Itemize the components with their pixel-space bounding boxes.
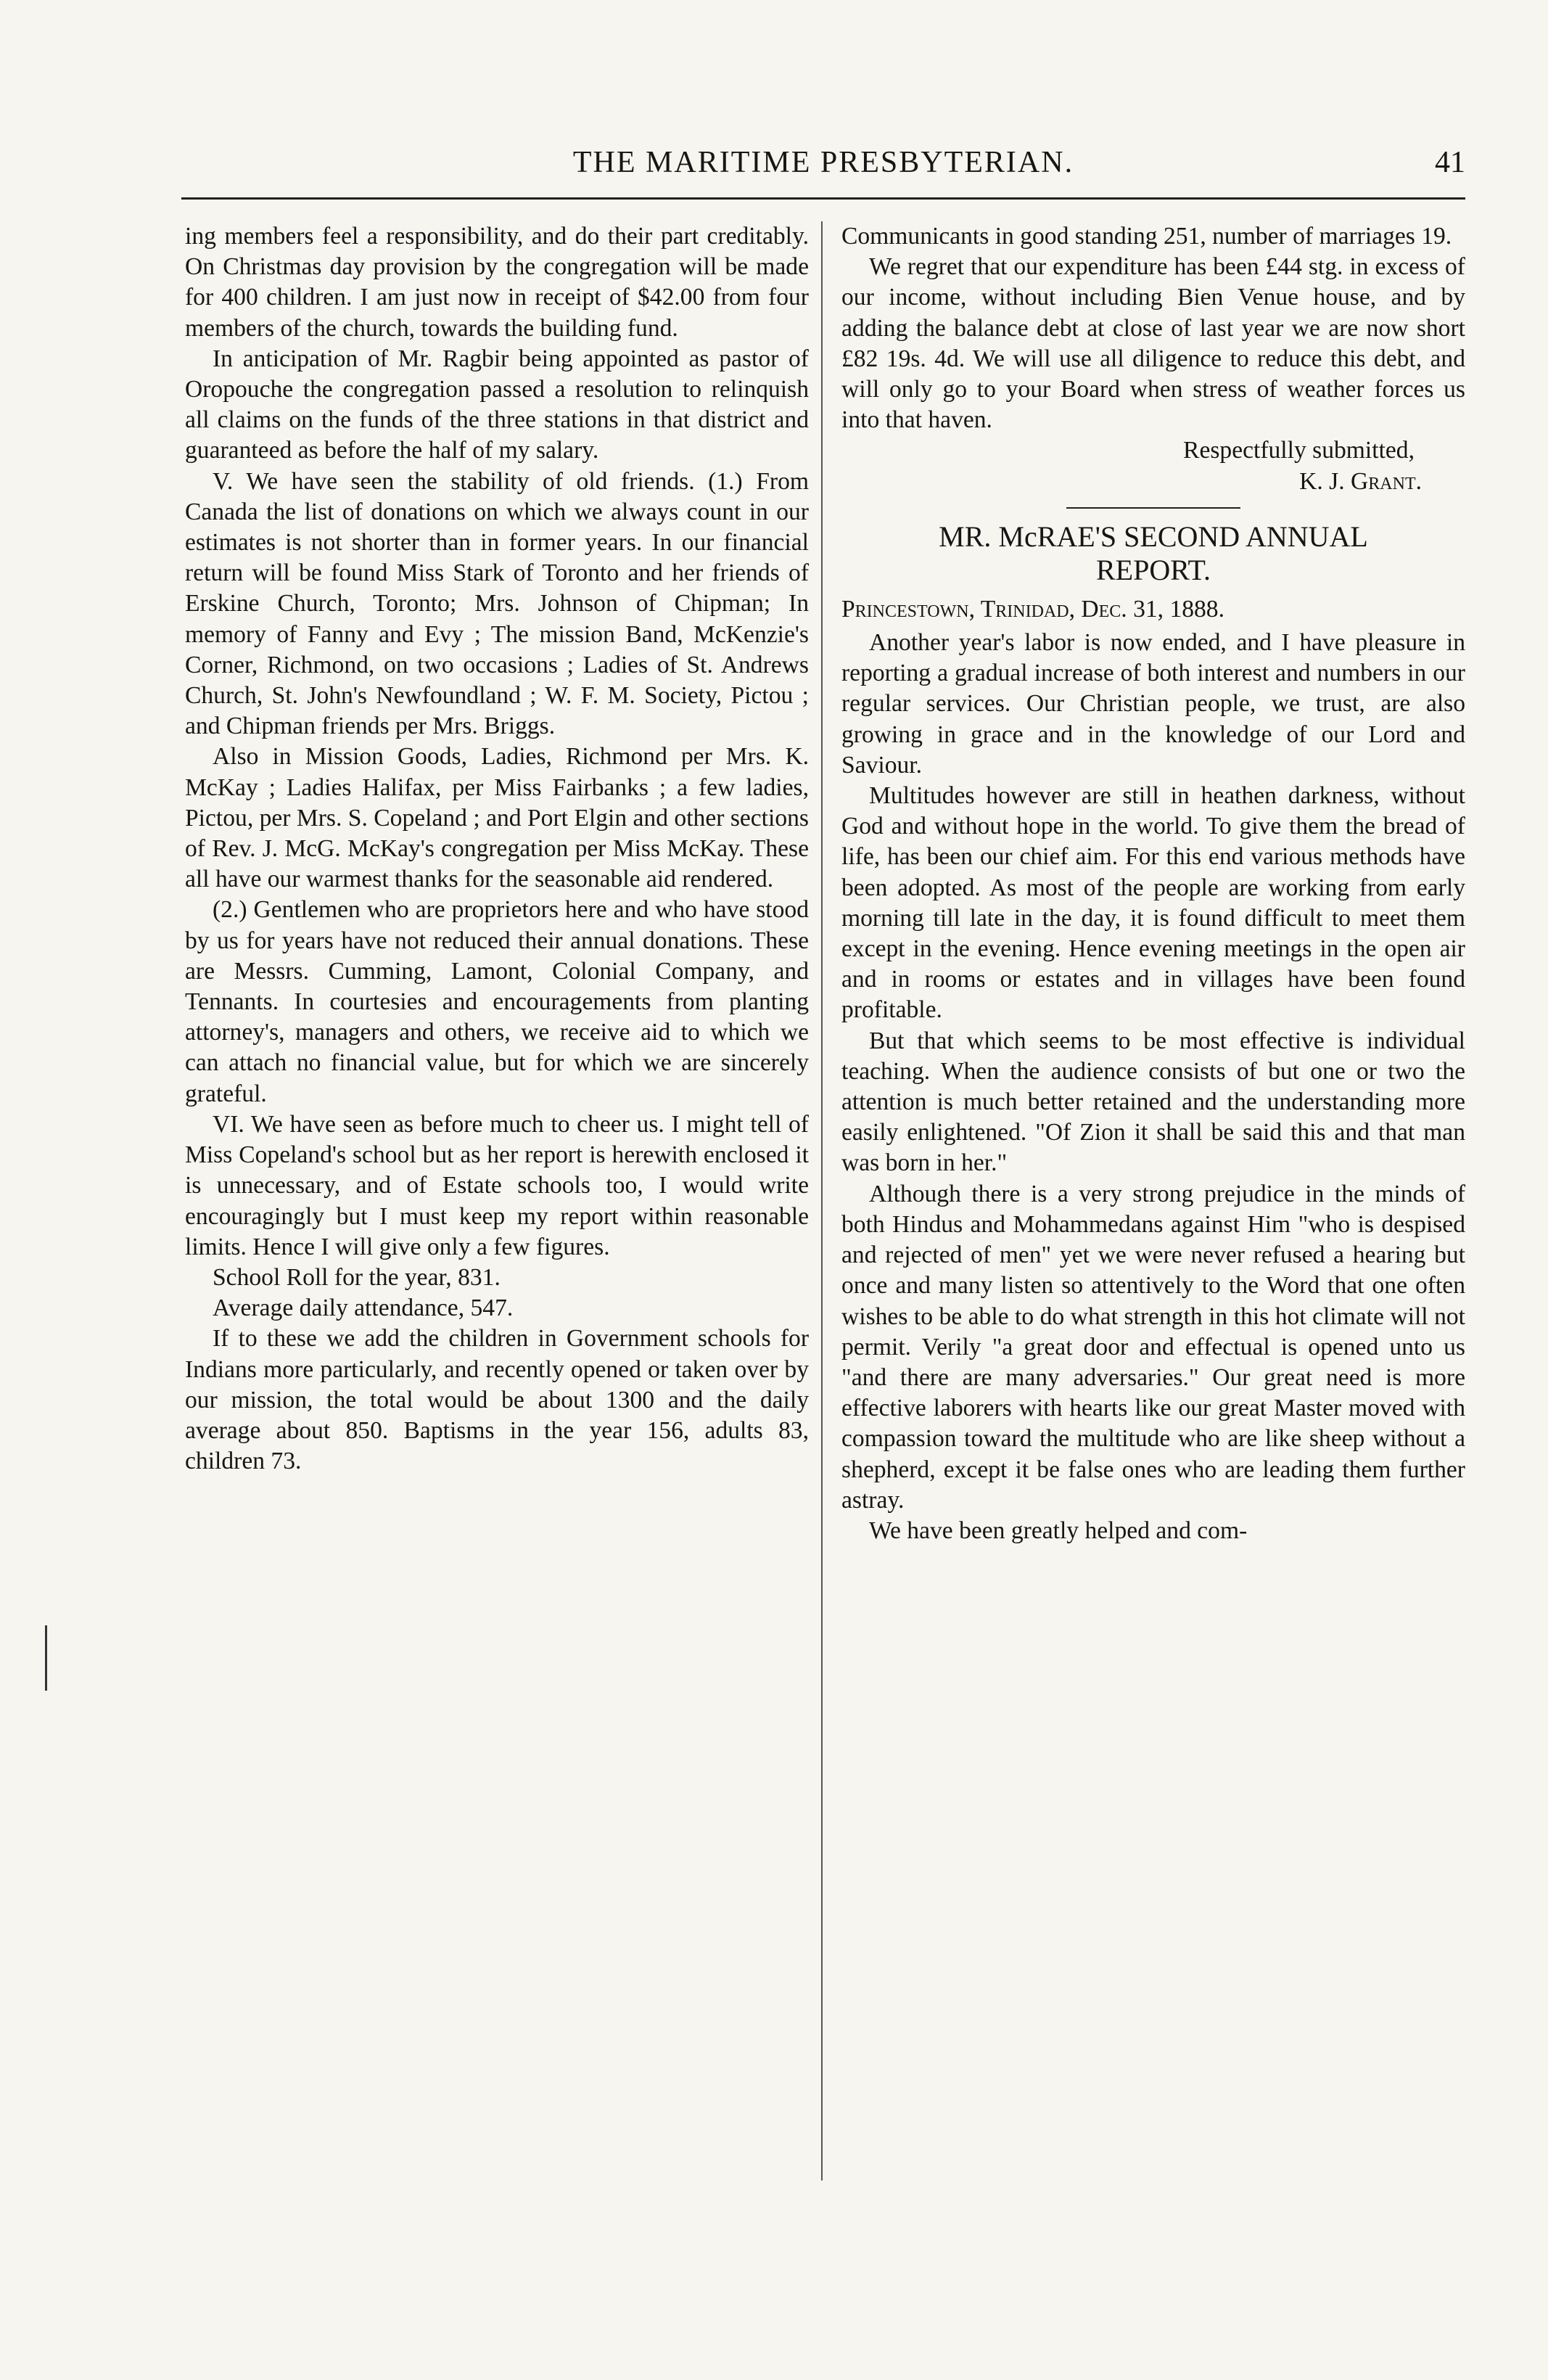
report-title: [841, 520, 1465, 587]
signoff: Respectfully submitted,: [1183, 437, 1415, 464]
attendance-line: Average daily attendance, 547.: [213, 1294, 514, 1322]
paragraph: (2.) Gentlemen who are proprietors here and who have stood by us for years have not reduced their annual donations. These are Messrs. Cumming, Lamont, Colonial Company, and Tennants. In courtesies and encouragements from planting attorney's, managers and others, we receive aid to which we can attach no financial value, but for which we are sincerely grateful.: [185, 896, 809, 1107]
paragraph: In anticipation of Mr. Ragbir being appointed as pastor of Oropouche the congregation passed a resolution to relinquish all claims on the funds of the three stations in that district and guaranteed as before the half of my salary.: [185, 345, 809, 464]
school-roll-line: School Roll for the year, 831.: [213, 1263, 501, 1291]
paragraph: Communicants in good standing 251, number of marriages 19.: [841, 223, 1452, 250]
paragraph: If to these we add the children in Government schools for Indians more particularly, and recently opened or taken over by our mission, the total would be about 1300 and the daily average about 850. Baptisms in the year 156, adults 83, children 73.: [185, 1325, 809, 1475]
paragraph: ing members feel a responsibility, and do their part creditably. On Christmas day provision by the congregation will be made for 400 children. I am just now in receipt of $42.00 from four members of the church, towards the building fund.: [185, 223, 809, 342]
page-number: 41: [1435, 146, 1465, 179]
signature: K. J. Grant.: [1299, 467, 1422, 495]
margin-mark: [45, 1625, 47, 1691]
paragraph: Multitudes however are still in heathen darkness, without God and without hope in the world. To give them the bread of life, has been our chief aim. For this end various methods have been adopted. As most of the people are working from early morning till late in the day, it is found difficult to meet them except in the evening. Hence evening meetings in the open air and in rooms or estates and in villages have been found profitable.: [841, 782, 1465, 1024]
section-rule: [1066, 507, 1240, 509]
paragraph: Another year's labor is now ended, and I have pleasure in reporting a gradual increase of both interest and numbers in our regular services. Our Christian people, we trust, are also growing in grace and in the knowledge of our Lord and Saviour.: [841, 629, 1465, 779]
report-title-line: MR. McRAE'S SECOND ANNUAL: [939, 520, 1368, 553]
column-divider: [821, 221, 823, 2180]
right-column: [841, 221, 1465, 1546]
page-header: [181, 145, 1465, 189]
journal-title: THE MARITIME PRESBYTERIAN.: [572, 146, 1074, 179]
paragraph: VI. We have seen as before much to cheer us. I might tell of Miss Copeland's school but as her report is herewith enclosed it is unnecessary, and of Estate schools too, I would write encouragingly but I must keep my report within reasonable limits. Hence I will give only a few figures.: [185, 1110, 809, 1260]
left-column: [185, 221, 809, 1477]
paragraph: We regret that our expenditure has been £44 stg. in excess of our income, without including Bien Venue house, and by adding the balance debt at close of last year we are now short £82 19s. 4d. We will use all diligence to reduce this debt, and will only go to your Board when stress of weather forces us into that haven.: [841, 253, 1465, 434]
paragraph: But that which seems to be most effective is individual teaching. When the audience consists of but one or two the attention is much better retained and the understanding more easily enlightened. "Of Zion it shall be said this and that man was born in her.": [841, 1027, 1465, 1177]
paragraph: Also in Mission Goods, Ladies, Richmond per Mrs. K. McKay ; Ladies Halifax, per Miss Fairbanks ; a few ladies, Pictou, per Mrs. S. Copeland ; and Port Elgin and other sections of Rev. J. McG. McKay's congregation per Miss McKay. These all have our warmest thanks for the seasonable aid rendered.: [185, 743, 809, 893]
paragraph: Although there is a very strong prejudice in the minds of both Hindus and Mohammedans against Him "who is despised and rejected of men" yet we were never refused a hearing but once and many listen so attentively to the Word that one often wishes to be able to do what strength in this hot climate will not permit. Verily "a great door and effectual is opened unto us "and there are many adversaries." Our great need is more effective laborers with hearts like our great Master moved with compassion toward the multitude who are like sheep without a shepherd, except it be false ones who are leading them further astray.: [841, 1180, 1465, 1514]
header-rule: [181, 197, 1465, 200]
paragraph: We have been greatly helped and com-: [869, 1517, 1248, 1544]
paragraph: V. We have seen the stability of old friends. (1.) From Canada the list of donations on which we always count in our estimates is not shorter than in former years. In our financial return will be found Miss Stark of Toronto and her friends of Erskine Church, Toronto; Mrs. Johnson of Chipman; In memory of Fanny and Evy ; The mission Band, McKenzie's Corner, Richmond, on two occasions ; Ladies of St. Andrews Church, St. John's Newfoundland ; W. F. M. Society, Pictou ; and Chipman friends per Mrs. Briggs.: [185, 467, 809, 740]
dateline: Princestown, Trinidad, Dec. 31, 1888.: [841, 595, 1224, 623]
report-title-line: REPORT.: [1096, 553, 1211, 586]
